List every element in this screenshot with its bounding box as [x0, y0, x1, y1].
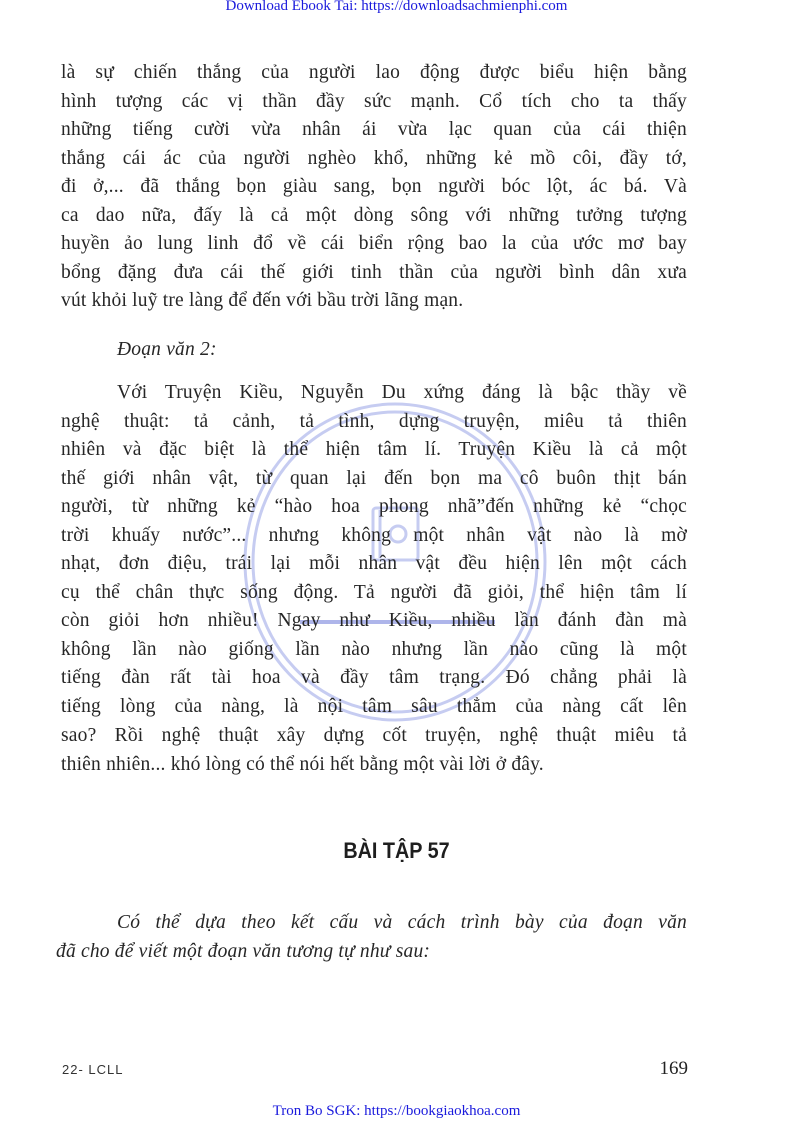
text-line: người, từ những kẻ “hào hoa phong nhã”đến những kẻ “chọc [61, 496, 687, 517]
text-line: sao? Rồi nghệ thuật xây dựng cốt truyện, nghệ thuật miêu tả [61, 725, 687, 746]
text-line: thế giới nhân vật, từ quan lại đến bọn ma cô buôn thịt bán [61, 468, 687, 489]
text-line: hình tượng các vị thần đầy sức mạnh. Cổ tích cho ta thấy [61, 91, 687, 112]
footer-sgk-link[interactable]: Tron Bo SGK: https://bookgiaokhoa.com [272, 1103, 521, 1119]
text-line: những tiếng cười vừa nhân ái vừa lạc quan của cái thiện [61, 119, 687, 140]
text-line: tiếng đàn rất tài hoa và đầy tâm trạng. Đó chẳng phải là [61, 667, 687, 688]
text-line: tiếng lòng của nàng, là nội tâm sâu thẳm của nàng cất lên [61, 696, 687, 717]
section-label: Đoạn văn 2: [117, 339, 217, 360]
text-line: huyền ảo lung linh đổ về cái biển rộng bao la của ước mơ bay [61, 233, 687, 254]
text-line: vút khỏi luỹ tre làng để đến với bầu trời lãng mạn. [61, 290, 464, 311]
text-line: cụ thể chân thực sống động. Tả người đã giỏi, thể hiện tâm lí [61, 582, 687, 603]
text-line: Với Truyện Kiều, Nguyễn Du xứng đáng là bậc thầy về [117, 382, 687, 403]
text-line: đã cho để viết một đoạn văn tương tự như sau: [56, 941, 431, 962]
page-number: 169 [659, 1058, 688, 1079]
text-line: đi ở,... đã thắng bọn giàu sang, bọn người bóc lột, ác bá. Và [61, 176, 687, 197]
footer-code: 22- LCLL [62, 1062, 124, 1077]
text-line: trời khuấy nước”... nhưng không một nhân vật nào là mờ [61, 525, 687, 546]
text-line: Có thể dựa theo kết cấu và cách trình bày của đoạn văn [117, 912, 687, 933]
text-line: ca dao nữa, đấy là cả một dòng sông với những tưởng tượng [61, 205, 687, 226]
text-line: nhiên và đặc biệt là thể hiện tâm lí. Truyện Kiều là cả một [61, 439, 687, 460]
text-line: thiên nhiên... khó lòng có thể nói hết bằng một vài lời ở đây. [61, 754, 544, 775]
text-line: là sự chiến thắng của người lao động được biểu hiện bằng [61, 62, 687, 83]
text-line: nhạt, đơn điệu, trái lại mỗi nhân vật đều hiện lên một cách [61, 553, 687, 574]
text-line: nghệ thuật: tả cảnh, tả tình, dựng truyện, miêu tả thiên [61, 411, 687, 432]
text-line: còn giỏi hơn nhiều! Ngay như Kiều, nhiều lần đánh đàn mà [61, 610, 687, 631]
header-download-link[interactable]: Download Ebook Tai: https://downloadsachmienphi.com [225, 0, 568, 14]
text-line: không lần nào giống lần nào nhưng lần nào cũng là một [61, 639, 687, 660]
text-line: thắng cái ác của người nghèo khổ, những kẻ mồ côi, đầy tớ, [61, 148, 687, 169]
text-line: bổng đặng đưa cái thế giới tinh thần của người bình dân xưa [61, 262, 687, 283]
exercise-heading: BÀI TẬP 57 [343, 838, 450, 863]
